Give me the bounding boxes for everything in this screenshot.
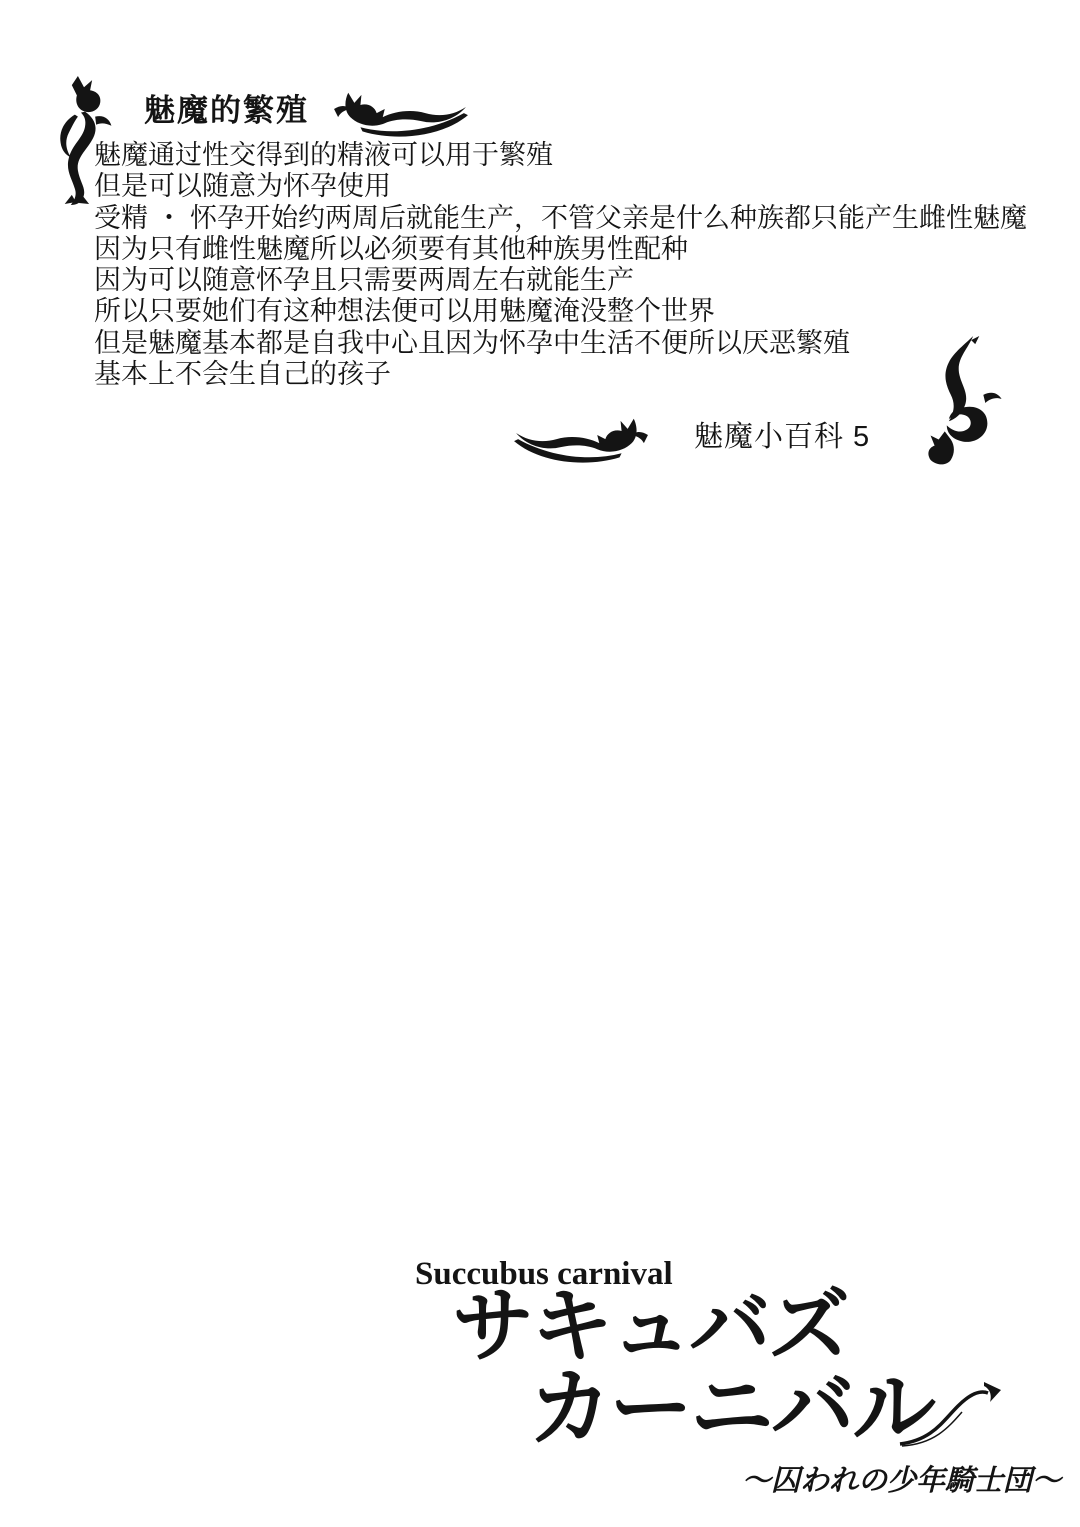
encyclopedia-title: 魅魔的繁殖: [144, 93, 309, 128]
encyclopedia-line: 但是可以随意为怀孕使用: [94, 171, 391, 202]
logo-main-title-line1: サキュバズ: [452, 1281, 848, 1372]
flying-succubus-flourish-mirrored-icon: [510, 404, 652, 464]
logo-main-title-line2: カーニバル: [528, 1363, 934, 1456]
diving-succubus-icon: [916, 334, 1006, 470]
encyclopedia-line: 因为只有雌性魅魔所以必须要有其他种族男性配种: [94, 233, 688, 264]
encyclopedia-caption: 魅魔小百科 5: [694, 421, 871, 453]
flying-succubus-flourish-icon: [330, 78, 472, 138]
encyclopedia-line: 但是魅魔基本都是自我中心且因为怀孕中生活不便所以厌恶繁殖: [94, 327, 850, 358]
encyclopedia-line: 因为可以随意怀孕且只需要两周左右就能生产: [94, 265, 634, 296]
logo-english-title: Succubus carnival: [415, 1256, 673, 1292]
devil-tail-icon: [898, 1380, 1003, 1448]
encyclopedia-line: 所以只要她们有这种想法便可以用魅魔淹没整个世界: [94, 296, 715, 327]
encyclopedia-line: 魅魔通过性交得到的精液可以用于繁殖: [94, 140, 553, 170]
encyclopedia-line: 受精 ・ 怀孕开始约两周后就能生产，不管父亲是什么种族都只能产生雌性魅魔: [94, 202, 1028, 233]
encyclopedia-line: 基本上不会生自己的孩子: [94, 359, 391, 390]
encyclopedia-body: [94, 140, 1027, 390]
logo-subtitle: ～囚われの少年騎士団～: [742, 1465, 1062, 1497]
